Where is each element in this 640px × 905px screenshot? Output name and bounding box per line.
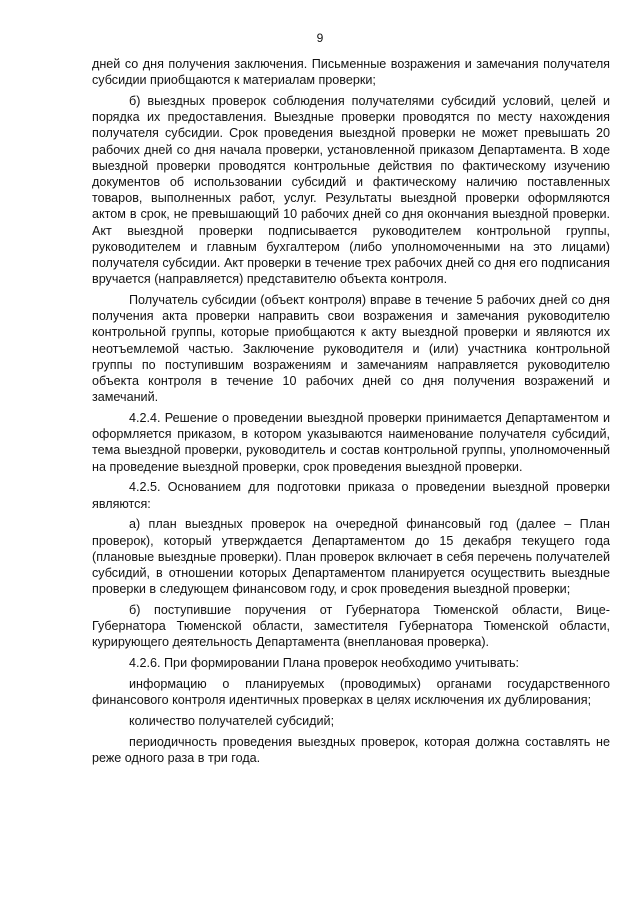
- paragraph-4-2-5: 4.2.5. Основанием для подготовки приказа о проведении выездной проверки являются:: [92, 480, 610, 511]
- paragraph-continuation: дней со дня получения заключения. Письменные возражения и замечания получателя субсидии приобщаются к материалам проверки;: [92, 57, 610, 88]
- paragraph-periodicity: периодичность проведения выездных проверок, которая должна составлять не реже одного раза в три года.: [92, 734, 610, 766]
- paragraph-recipients-count: количество получателей субсидий;: [129, 714, 335, 729]
- page-number: 9: [316, 31, 324, 45]
- paragraph-4-2-4: 4.2.4. Решение о проведении выездной проверки принимается Департаментом и оформляется приказом, в котором указываются наименование получателя субсидий, тема выездной проверки, руководитель и состав контрольной группы, уполномоченный на проведение выездной проверки, срок проведения выездной проверки.: [92, 411, 610, 474]
- paragraph-objections: Получатель субсидии (объект контроля) вправе в течение 5 рабочих дней со дня получения акта проверки направить свои возражения и замечания руководителю контрольной группы, которые приобщаются к акту выездной проверки и являются их неотъемлемой частью. Заключение руководителя и (или) участника контрольной группы по поступившим возражениям и замечаниям направляется руководителю объекта контроля в течение 10 рабочих дней со дня получения возражений и замечаний.: [92, 293, 610, 405]
- paragraph-governor-orders: б) поступившие поручения от Губернатора Тюменской области, Вице-Губернатора Тюменской области, заместителя Губернатора Тюменской области, курирующего деятельность Департамента (внеплановая проверка).: [92, 603, 610, 650]
- paragraph-planned-checks-info: информацию о планируемых (проводимых) органами государственного финансового контроля идентичных проверках в целях исключения их дублирования;: [92, 677, 610, 708]
- paragraph-4-2-6: 4.2.6. При формировании Плана проверок необходимо учитывать:: [129, 656, 520, 671]
- document-body: [92, 56, 610, 771]
- paragraph-inspection-plan: а) план выездных проверок на очередной финансовый год (далее – План проверок), который утверждается Департаментом до 15 декабря текущего года (плановые выездные проверки). План проверок включает в себя перечень получателей субсидий, в отношении которых Департаментом планируется осуществить выездные проверки в следующем финансовом году, и срок проведения выездной проверки;: [92, 517, 610, 597]
- paragraph-field-inspections: б) выездных проверок соблюдения получателями субсидий условий, целей и порядка их предоставления. Выездные проверки проводятся по месту нахождения получателя субсидии. Срок проведения выездной проверки не может превышать 20 рабочих дней со дня начала проверки, установленной приказом Департамента. В ходе выездной проверки проводятся контрольные действия по фактическому изучению документов об использовании субсидий и фактическому наличию поставленных товаров, выполненных работ, услуг. Результаты выездной проверки оформляются актом в срок, не превышающий 10 рабочих дней со дня окончания выездной проверки. Акт выездной проверки подписывается руководителем контрольной группы, руководителем и главным бухгалтером (либо уполномоченными на это лицами) получателя субсидии. Акт проверки в течение трех рабочих дней со дня его подписания вручается (направляется) представителю объекта контроля.: [92, 94, 610, 287]
